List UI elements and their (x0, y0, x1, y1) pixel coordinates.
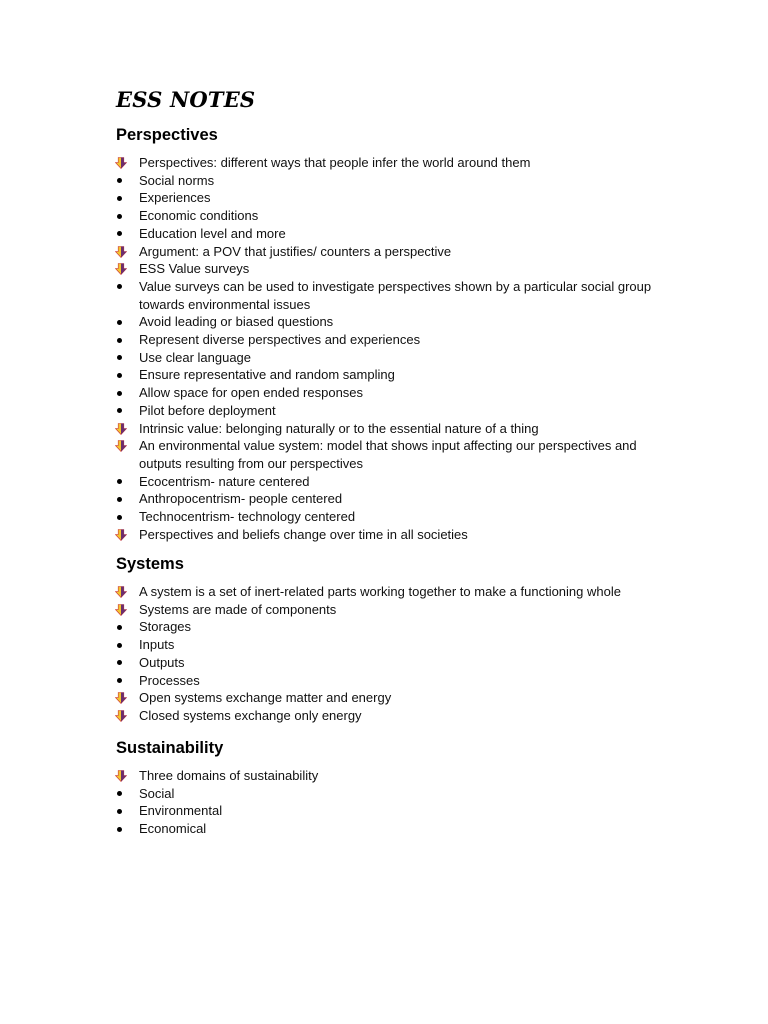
list-item-text: Systems are made of components (139, 601, 337, 617)
list-item-text: A system is a set of inert-related parts working together to make a functioning whole (139, 584, 621, 599)
round-bullet-icon (116, 672, 130, 690)
arrow-bullet-icon (116, 707, 130, 725)
arrow-bullet-icon (116, 154, 130, 172)
list-item (116, 583, 676, 601)
list-item (116, 331, 676, 349)
list-item-text: Allow space for open ended responses (139, 385, 364, 401)
list-item-text: Economic conditions (139, 208, 259, 224)
arrow-bullet-icon (116, 689, 130, 707)
list-item (116, 420, 676, 438)
round-bullet-icon (116, 618, 130, 636)
list-item (116, 278, 676, 313)
bullet-list (116, 583, 676, 725)
list-item-text: Anthropocentrism- people centered (139, 491, 343, 507)
bullet-list (116, 154, 676, 543)
section-heading: Systems (116, 555, 184, 573)
list-item-text: Education level and more (139, 225, 286, 241)
list-item (116, 508, 676, 526)
arrow-bullet-icon (116, 260, 130, 278)
list-item-text: Intrinsic value: belonging naturally or to the essential nature of a thing (139, 420, 539, 436)
list-item (116, 402, 676, 420)
arrow-bullet-icon (116, 420, 130, 438)
list-item-text: Pilot before deployment (139, 402, 276, 418)
bullet-list (116, 767, 676, 838)
round-bullet-icon (116, 490, 130, 508)
list-item (116, 820, 676, 838)
round-bullet-icon (116, 366, 130, 384)
list-item-text: Social norms (139, 172, 215, 188)
list-item (116, 154, 676, 172)
list-item-text: Technocentrism- technology centered (139, 509, 356, 525)
arrow-bullet-icon (116, 601, 130, 619)
list-item-text: Open systems exchange matter and energy (139, 690, 392, 706)
list-item-text: Value surveys can be used to investigate perspectives shown by a particular social group towards environmental issues (139, 278, 652, 312)
list-item (116, 384, 676, 402)
round-bullet-icon (116, 349, 130, 367)
list-item (116, 785, 676, 803)
round-bullet-icon (116, 802, 130, 820)
list-item-text: ESS Value surveys (139, 261, 250, 277)
list-item (116, 526, 676, 544)
list-item (116, 802, 676, 820)
list-item-text: Perspectives: different ways that people infer the world around them (139, 155, 531, 170)
section-systems (116, 553, 676, 725)
list-item-text: Environmental (139, 803, 223, 819)
list-item (116, 767, 676, 785)
list-item-text: Processes (139, 672, 200, 688)
round-bullet-icon (116, 207, 130, 225)
list-item (116, 366, 676, 384)
list-item-text: Storages (139, 619, 192, 635)
list-item-text: An environmental value system: model that shows input affecting our perspectives and outputs resulting from our perspectives (139, 438, 637, 471)
list-item (116, 349, 676, 367)
round-bullet-icon (116, 172, 130, 190)
list-item (116, 172, 676, 190)
list-item-text: Ensure representative and random sampling (139, 367, 395, 383)
list-item-text: Economical (139, 821, 207, 837)
list-item (116, 437, 676, 472)
round-bullet-icon (116, 189, 130, 207)
list-item-text: Three domains of sustainability (139, 768, 319, 783)
section-heading: Sustainability (116, 739, 224, 757)
list-item (116, 313, 676, 331)
round-bullet-icon (116, 278, 130, 296)
round-bullet-icon (116, 473, 130, 491)
list-item (116, 689, 676, 707)
round-bullet-icon (116, 402, 130, 420)
section-perspectives (116, 124, 676, 543)
round-bullet-icon (116, 508, 130, 526)
arrow-bullet-icon (116, 437, 130, 455)
list-item (116, 636, 676, 654)
arrow-bullet-icon (116, 243, 130, 261)
arrow-bullet-icon (116, 526, 130, 544)
list-item-text: Experiences (139, 190, 211, 206)
document-title: ESS NOTES (116, 87, 256, 112)
round-bullet-icon (116, 384, 130, 402)
list-item-text: Ecocentrism- nature centered (139, 473, 310, 489)
round-bullet-icon (116, 820, 130, 838)
round-bullet-icon (116, 785, 130, 803)
section-sustainability (116, 737, 676, 838)
round-bullet-icon (116, 654, 130, 672)
list-item-text: Closed systems exchange only energy (139, 707, 362, 723)
list-item (116, 243, 676, 261)
list-item-text: Represent diverse perspectives and experiences (139, 332, 421, 348)
list-item-text: Argument: a POV that justifies/ counters a perspective (139, 243, 452, 259)
list-item (116, 260, 676, 278)
list-item (116, 473, 676, 491)
list-item-text: Perspectives and beliefs change over time in all societies (139, 526, 468, 542)
list-item-text: Avoid leading or biased questions (139, 314, 334, 330)
list-item (116, 225, 676, 243)
section-heading: Perspectives (116, 126, 218, 144)
list-item (116, 654, 676, 672)
round-bullet-icon (116, 225, 130, 243)
list-item-text: Use clear language (139, 349, 252, 365)
list-item (116, 490, 676, 508)
list-item (116, 618, 676, 636)
round-bullet-icon (116, 313, 130, 331)
list-item (116, 189, 676, 207)
list-item-text: Social (139, 785, 175, 801)
arrow-bullet-icon (116, 583, 130, 601)
list-item (116, 601, 676, 619)
list-item-text: Outputs (139, 654, 185, 670)
list-item-text: Inputs (139, 637, 175, 653)
list-item (116, 207, 676, 225)
list-item (116, 707, 676, 725)
round-bullet-icon (116, 331, 130, 349)
list-item (116, 672, 676, 690)
round-bullet-icon (116, 636, 130, 654)
arrow-bullet-icon (116, 767, 130, 785)
